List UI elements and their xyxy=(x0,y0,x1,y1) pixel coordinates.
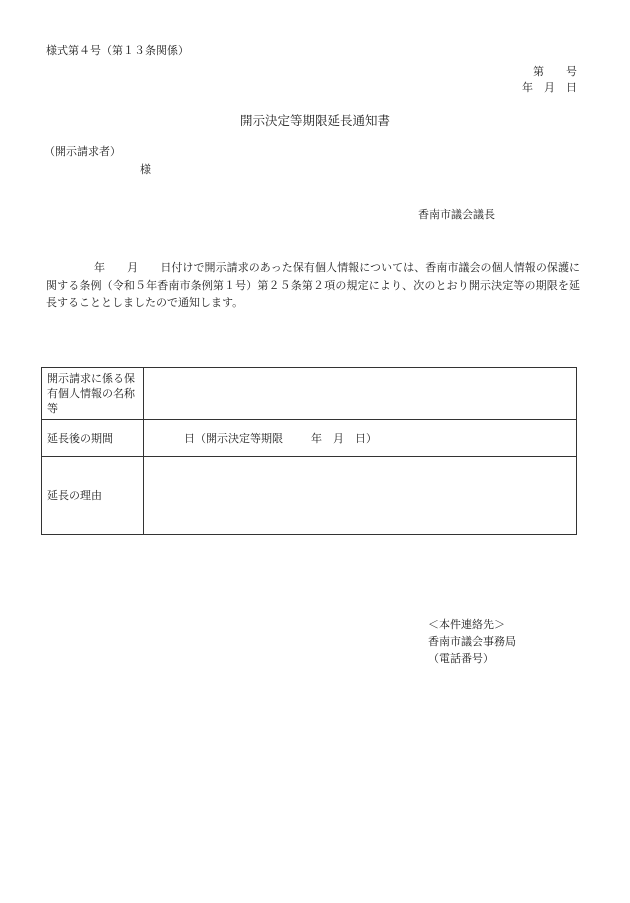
extended-period-label: 延長後の期間 xyxy=(42,420,144,457)
document-date: 年 月 日 xyxy=(522,81,577,94)
contact-phone-label: （電話番号） xyxy=(428,652,494,665)
addressee-honorific: 様 xyxy=(140,163,151,176)
contact-heading: ＜本件連絡先＞ xyxy=(428,618,505,631)
contact-office: 香南市議会事務局 xyxy=(428,635,516,648)
contact-block xyxy=(428,616,516,667)
detail-table xyxy=(41,367,577,535)
extended-period-days: 日（開示決定等期限 xyxy=(184,431,283,445)
form-number: 様式第４号（第１３条関係） xyxy=(46,44,189,57)
table-row xyxy=(42,420,577,457)
extended-period-value xyxy=(144,420,577,457)
sender-name: 香南市議会議長 xyxy=(418,208,495,221)
extended-period-deadline: 年 月 日） xyxy=(311,431,377,445)
body-text: 年 月 日付けで開示請求のあった保有個人情報については、香南市議会の個人情報の保護に関する条例（令和５年香南市条例第１号）第２５条第２項の規定により、次のとおり開示決定等の期限を延長することとしましたので通知します。 xyxy=(46,261,580,309)
table-row xyxy=(42,457,577,535)
table-row xyxy=(42,368,577,420)
requested-info-label: 開示請求に係る保有個人情報の名称等 xyxy=(42,368,144,420)
extension-reason-value xyxy=(144,457,577,535)
document-number: 第 号 xyxy=(533,65,577,78)
requester-label: （開示請求者） xyxy=(44,145,121,158)
requested-info-value xyxy=(144,368,577,420)
document-title: 開示決定等期限延長通知書 xyxy=(239,113,390,128)
extension-reason-label: 延長の理由 xyxy=(42,457,144,535)
